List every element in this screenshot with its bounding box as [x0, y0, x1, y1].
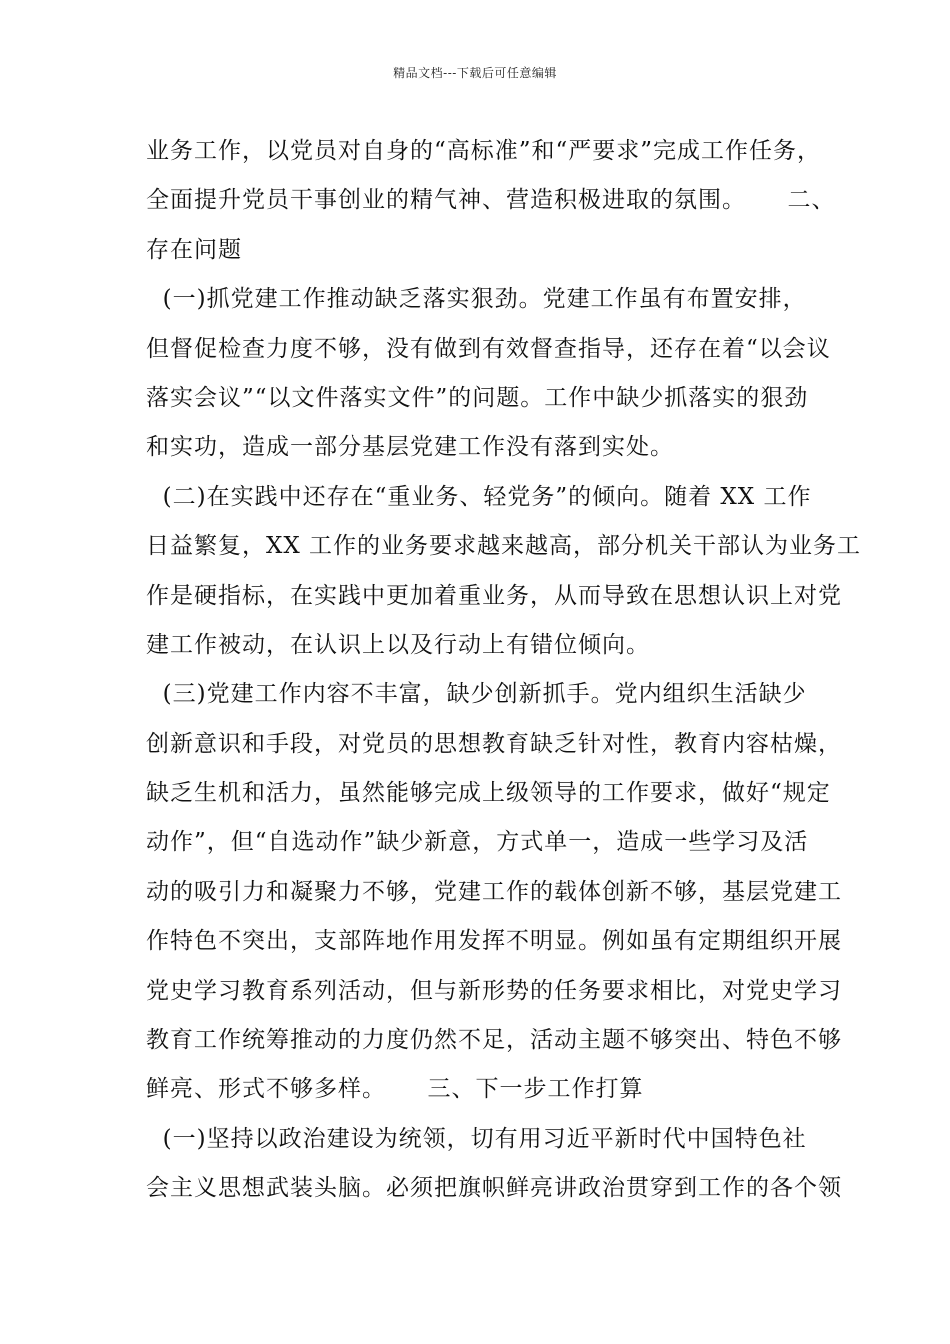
- text-line: 建工作被动，在认识上以及行动上有错位倾向。: [146, 631, 650, 658]
- text-line: 作是硬指标，在实践中更加着重业务，从而导致在思想认识上对党: [146, 582, 842, 609]
- text-line: 日益繁复，XX 工作的业务要求越来越高，部分机关干部认为业务工: [146, 533, 862, 560]
- text-line: (二)在实践中还存在“重业务、轻党务”的倾向。随着 XX 工作: [146, 483, 812, 510]
- text-line: 动作”，但“自选动作”缺少新意，方式单一，造成一些学习及活: [146, 829, 809, 856]
- text-line: 缺乏生机和活力，虽然能够完成上级领导的工作要求，做好“规定: [146, 780, 831, 807]
- text-line: 存在问题: [146, 236, 242, 263]
- text-line: 动的吸引力和凝聚力不够，党建工作的载体创新不够，基层党建工: [146, 878, 842, 905]
- text-line: 和实功，造成一部分基层党建工作没有落到实处。: [146, 434, 674, 461]
- text-line: 教育工作统筹推动的力度仍然不足，活动主题不够突出、特色不够: [146, 1027, 842, 1054]
- text-line: 全面提升党员干事创业的精气神、营造积极进取的氛围。 二、: [146, 187, 836, 214]
- text-line: 鲜亮、形式不够多样。 三、下一步工作打算: [146, 1076, 644, 1103]
- text-line: 创新意识和手段，对党员的思想教育缺乏针对性，教育内容枯燥，: [146, 730, 842, 757]
- text-line: (三)党建工作内容不丰富，缺少创新抓手。党内组织生活缺少: [146, 681, 807, 708]
- text-line: 会主义思想武装头脑。必须把旗帜鲜亮讲政治贯穿到工作的各个领: [146, 1175, 842, 1202]
- page-header: 精品文档---下载后可任意编辑: [393, 66, 557, 80]
- document-body: [146, 127, 862, 1214]
- text-line: (一)坚持以政治建设为统领，切有用习近平新时代中国特色社: [146, 1125, 807, 1152]
- text-line: 落实会议”“以文件落实文件”的问题。工作中缺少抓落实的狠劲: [146, 384, 809, 411]
- text-line: 党史学习教育系列活动，但与新形势的任务要求相比，对党史学习: [146, 977, 842, 1004]
- text-line: 业务工作，以党员对自身的“高标准”和“严要求”完成工作任务，: [146, 138, 822, 164]
- text-line: (一)抓党建工作推动缺乏落实狠劲。党建工作虽有布置安排，: [146, 286, 807, 313]
- text-line: 但督促检查力度不够，没有做到有效督查指导，还存在着“以会议: [146, 335, 831, 362]
- text-line: 作特色不突出，支部阵地作用发挥不明显。例如虽有定期组织开展: [146, 928, 842, 955]
